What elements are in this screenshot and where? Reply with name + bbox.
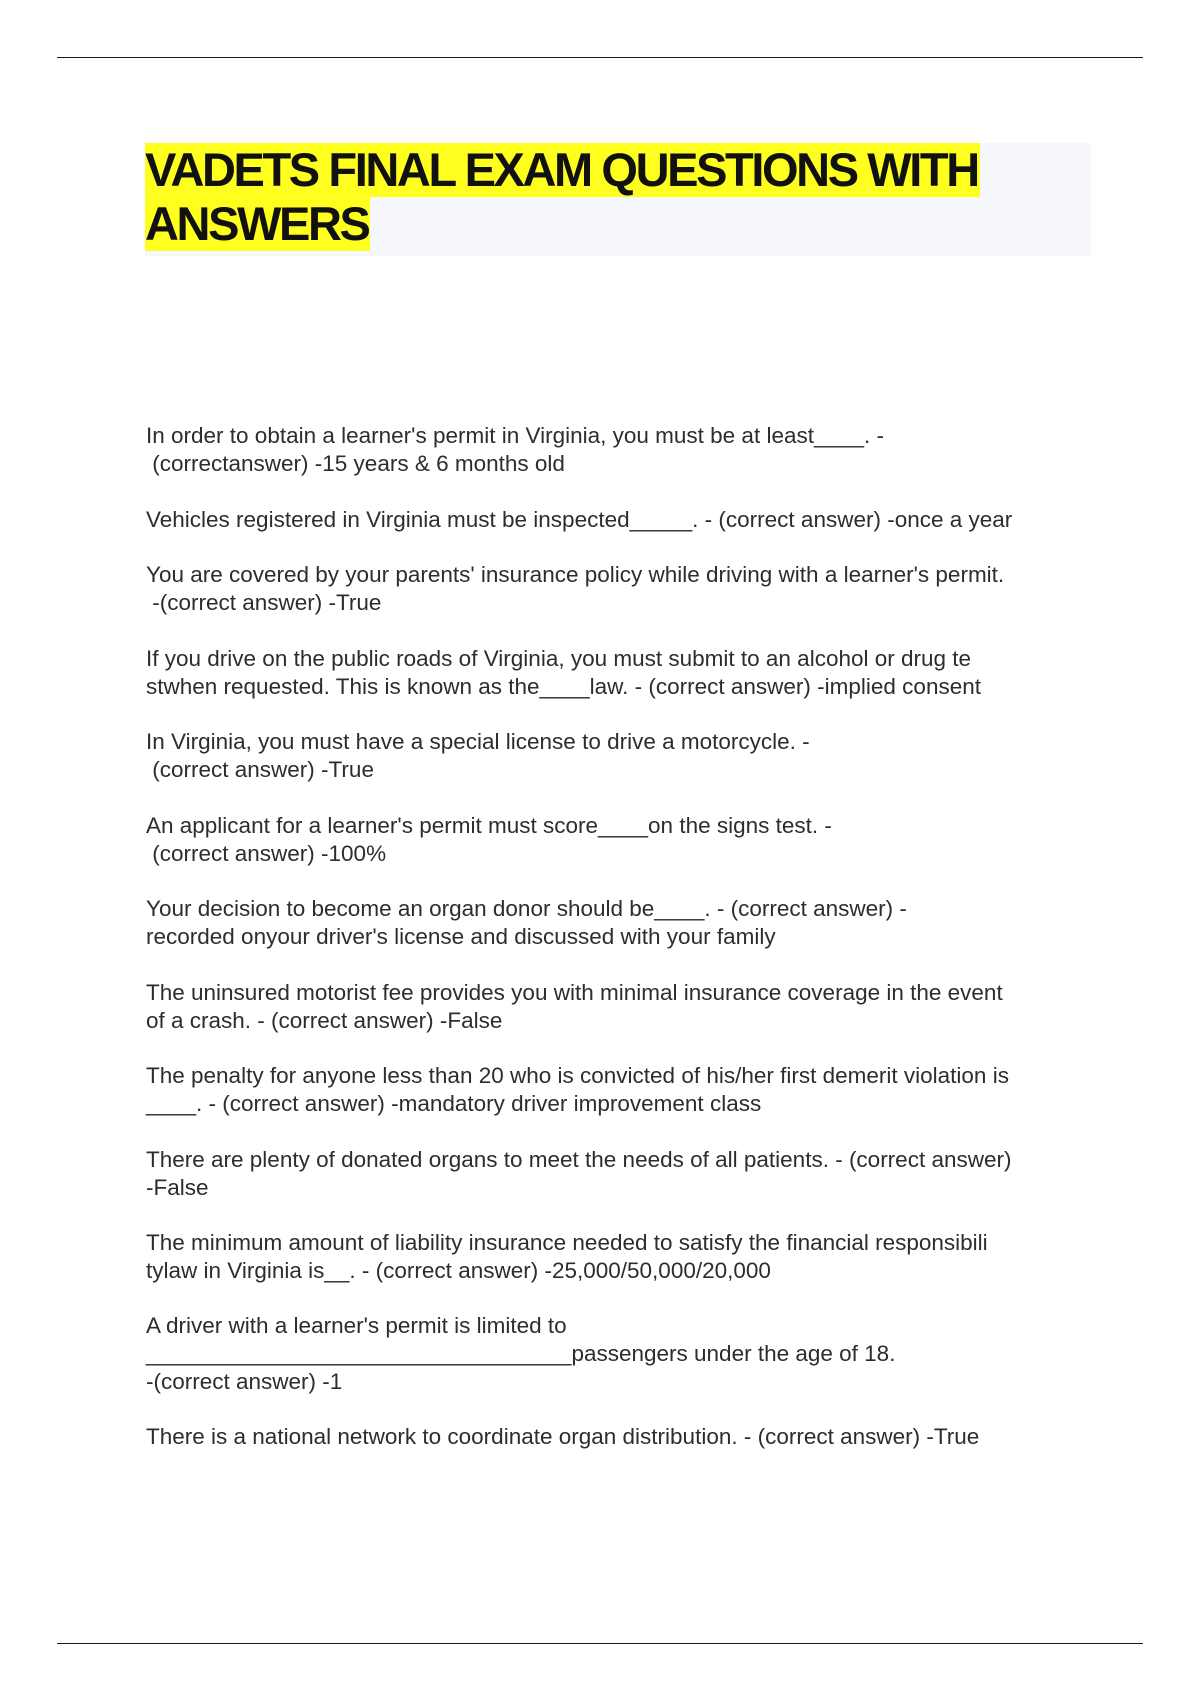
qa-item — [146, 422, 1106, 478]
qa-line: There are plenty of donated organs to meet the needs of all patients. - (correct answer) — [146, 1147, 1012, 1172]
bottom-rule — [57, 1643, 1143, 1644]
document-title — [145, 143, 1091, 251]
qa-line: of a crash. - (correct answer) -False — [146, 1008, 503, 1033]
qa-line: There is a national network to coordinate organ distribution. - (correct answer) -True — [146, 1424, 980, 1449]
qa-item — [146, 506, 1106, 534]
title-line-1: VADETS FINAL EXAM QUESTIONS WITH — [145, 143, 978, 196]
qa-item — [146, 1423, 1106, 1451]
qa-line: -False — [146, 1175, 209, 1200]
qa-item — [146, 812, 1106, 868]
qa-item — [146, 645, 1106, 701]
qa-line: The minimum amount of liability insurance needed to satisfy the financial responsibili — [146, 1230, 988, 1255]
qa-line: If you drive on the public roads of Virginia, you must submit to an alcohol or drug te — [146, 646, 972, 671]
title-block — [145, 143, 1091, 256]
qa-line: tylaw in Virginia is__. - (correct answer) -25,000/50,000/20,000 — [146, 1258, 771, 1283]
qa-item — [146, 1229, 1106, 1285]
top-rule — [57, 57, 1143, 58]
qa-line: The uninsured motorist fee provides you with minimal insurance coverage in the event — [146, 980, 1003, 1005]
qa-line: The penalty for anyone less than 20 who is convicted of his/her first demerit violation is — [146, 1063, 1009, 1088]
qa-line: Your decision to become an organ donor should be____. - (correct answer) - — [146, 896, 907, 921]
qa-line: ____. - (correct answer) -mandatory driver improvement class — [146, 1091, 762, 1116]
qa-item — [146, 561, 1106, 617]
question-answer-list — [146, 422, 1106, 1451]
qa-line: (correctanswer) -15 years & 6 months old — [146, 451, 565, 476]
qa-line: -(correct answer) -1 — [146, 1369, 343, 1394]
qa-item — [146, 895, 1106, 951]
qa-item — [146, 1062, 1106, 1118]
qa-line: In Virginia, you must have a special license to drive a motorcycle. - — [146, 729, 810, 754]
qa-line: You are covered by your parents' insurance policy while driving with a learner's permit. — [146, 562, 1005, 587]
qa-item — [146, 728, 1106, 784]
qa-item — [146, 979, 1106, 1035]
qa-line: A driver with a learner's permit is limited to — [146, 1313, 567, 1338]
qa-line: __________________________________passengers under the age of 18. — [146, 1341, 896, 1366]
qa-line: -(correct answer) -True — [146, 590, 382, 615]
qa-line: (correct answer) -True — [146, 757, 374, 782]
qa-line: recorded onyour driver's license and discussed with your family — [146, 924, 776, 949]
qa-item — [146, 1312, 1106, 1396]
title-line-2: ANSWERS — [145, 197, 369, 250]
qa-line: (correct answer) -100% — [146, 841, 387, 866]
qa-line: In order to obtain a learner's permit in Virginia, you must be at least____. - — [146, 423, 885, 448]
qa-line: stwhen requested. This is known as the____law. - (correct answer) -implied consent — [146, 674, 981, 699]
qa-item — [146, 1146, 1106, 1202]
qa-line: Vehicles registered in Virginia must be inspected_____. - (correct answer) -once a year — [146, 507, 1013, 532]
qa-line: An applicant for a learner's permit must score____on the signs test. - — [146, 813, 832, 838]
